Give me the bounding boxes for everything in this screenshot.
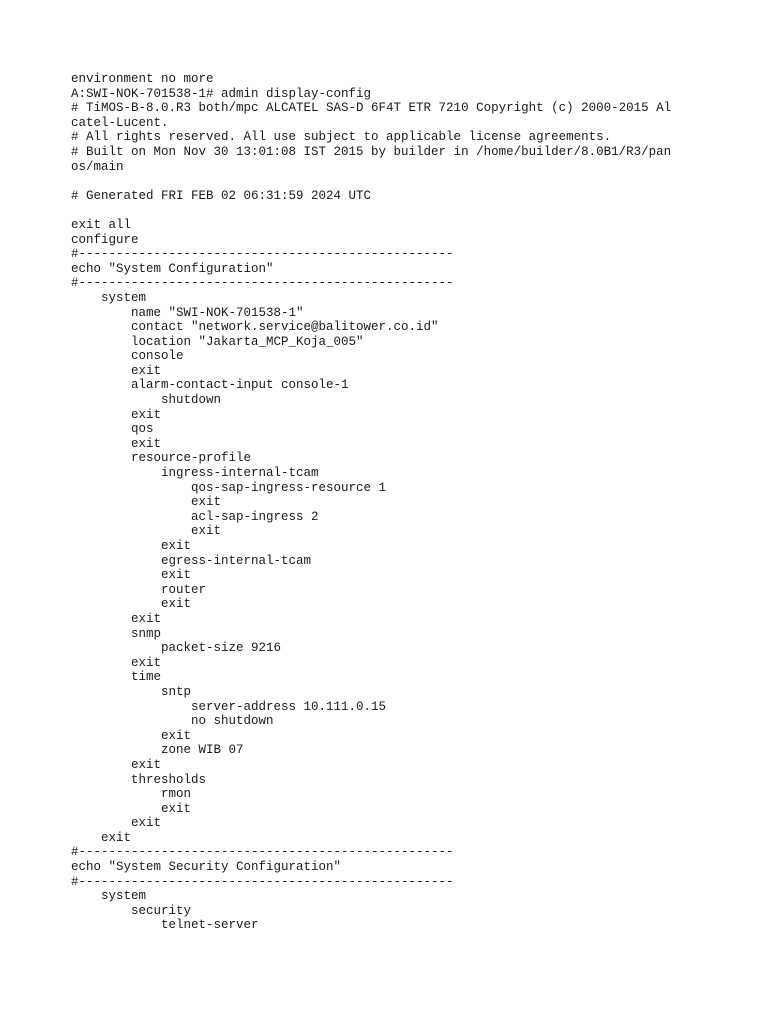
config-line: environment no more: [71, 72, 214, 86]
config-line: echo "System Configuration": [71, 261, 274, 276]
config-line: # Built on Mon Nov 30 13:01:08 IST 2015 by builder in /home/builder/8.0B1/R3/pan: [71, 144, 672, 159]
config-line: configure: [71, 232, 139, 247]
config-line: resource-profile: [71, 451, 252, 466]
config-line: acl-sap-ingress 2: [71, 509, 319, 524]
config-line: exit: [71, 495, 222, 510]
config-line: exit: [71, 363, 162, 378]
config-line: exit all: [71, 217, 132, 232]
config-line: security: [71, 903, 192, 918]
config-line: sntp: [71, 684, 192, 699]
config-line: exit: [71, 757, 162, 772]
config-line: ingress-internal-tcam: [71, 466, 319, 481]
config-line: exit: [71, 801, 192, 816]
config-line: contact "network.service@balitower.co.id": [71, 320, 439, 335]
config-line: alarm-contact-input console-1: [71, 378, 349, 393]
config-line: A:SWI-NOK-701538-1# admin display-config: [71, 86, 372, 101]
config-line: [71, 203, 711, 218]
config-line: exit: [71, 568, 192, 583]
config-line: #--------------------------------------------------: [71, 845, 454, 860]
config-line: echo "System Security Configuration": [71, 860, 342, 875]
config-line: exit: [71, 539, 192, 553]
config-line: # Generated FRI FEB 02 06:31:59 2024 UTC: [71, 188, 372, 203]
config-line: exit: [71, 524, 222, 539]
config-line: thresholds: [71, 772, 207, 787]
config-line: [71, 174, 711, 189]
config-line: exit: [71, 728, 192, 743]
config-line: system: [71, 290, 147, 305]
config-line: exit: [71, 611, 162, 626]
config-line: snmp: [71, 626, 162, 641]
config-line: name "SWI-NOK-701538-1": [71, 305, 304, 320]
config-line: egress-internal-tcam: [71, 553, 312, 568]
config-listing: [71, 72, 711, 933]
config-line: qos-sap-ingress-resource 1: [71, 480, 387, 495]
config-line: no shutdown: [71, 714, 274, 729]
config-line: time: [71, 670, 162, 685]
config-line: exit: [71, 816, 162, 831]
config-line: location "Jakarta_MCP_Koja_005": [71, 334, 364, 349]
config-line: qos: [71, 422, 154, 437]
config-line: telnet-server: [71, 918, 259, 933]
config-line: exit: [71, 830, 132, 845]
config-line: exit: [71, 407, 162, 422]
config-line: router: [71, 582, 207, 597]
config-line: exit: [71, 597, 192, 612]
config-line: shutdown: [71, 393, 222, 408]
config-line: # TiMOS-B-8.0.R3 both/mpc ALCATEL SAS-D 6F4T ETR 7210 Copyright (c) 2000-2015 Al: [71, 101, 672, 116]
config-line: rmon: [71, 787, 192, 802]
config-line: os/main: [71, 159, 124, 174]
config-line: system: [71, 889, 147, 904]
config-line: exit: [71, 655, 162, 670]
config-line: server-address 10.111.0.15: [71, 699, 387, 714]
config-line: #--------------------------------------------------: [71, 247, 454, 262]
config-line: #--------------------------------------------------: [71, 276, 454, 291]
config-line: # All rights reserved. All use subject to applicable license agreements.: [71, 130, 612, 145]
config-line: #--------------------------------------------------: [71, 874, 454, 889]
config-line: zone WIB 07: [71, 743, 244, 758]
config-line: packet-size 9216: [71, 641, 282, 656]
config-line: catel-Lucent.: [71, 115, 169, 130]
config-line: exit: [71, 436, 162, 451]
config-line: console: [71, 349, 184, 364]
